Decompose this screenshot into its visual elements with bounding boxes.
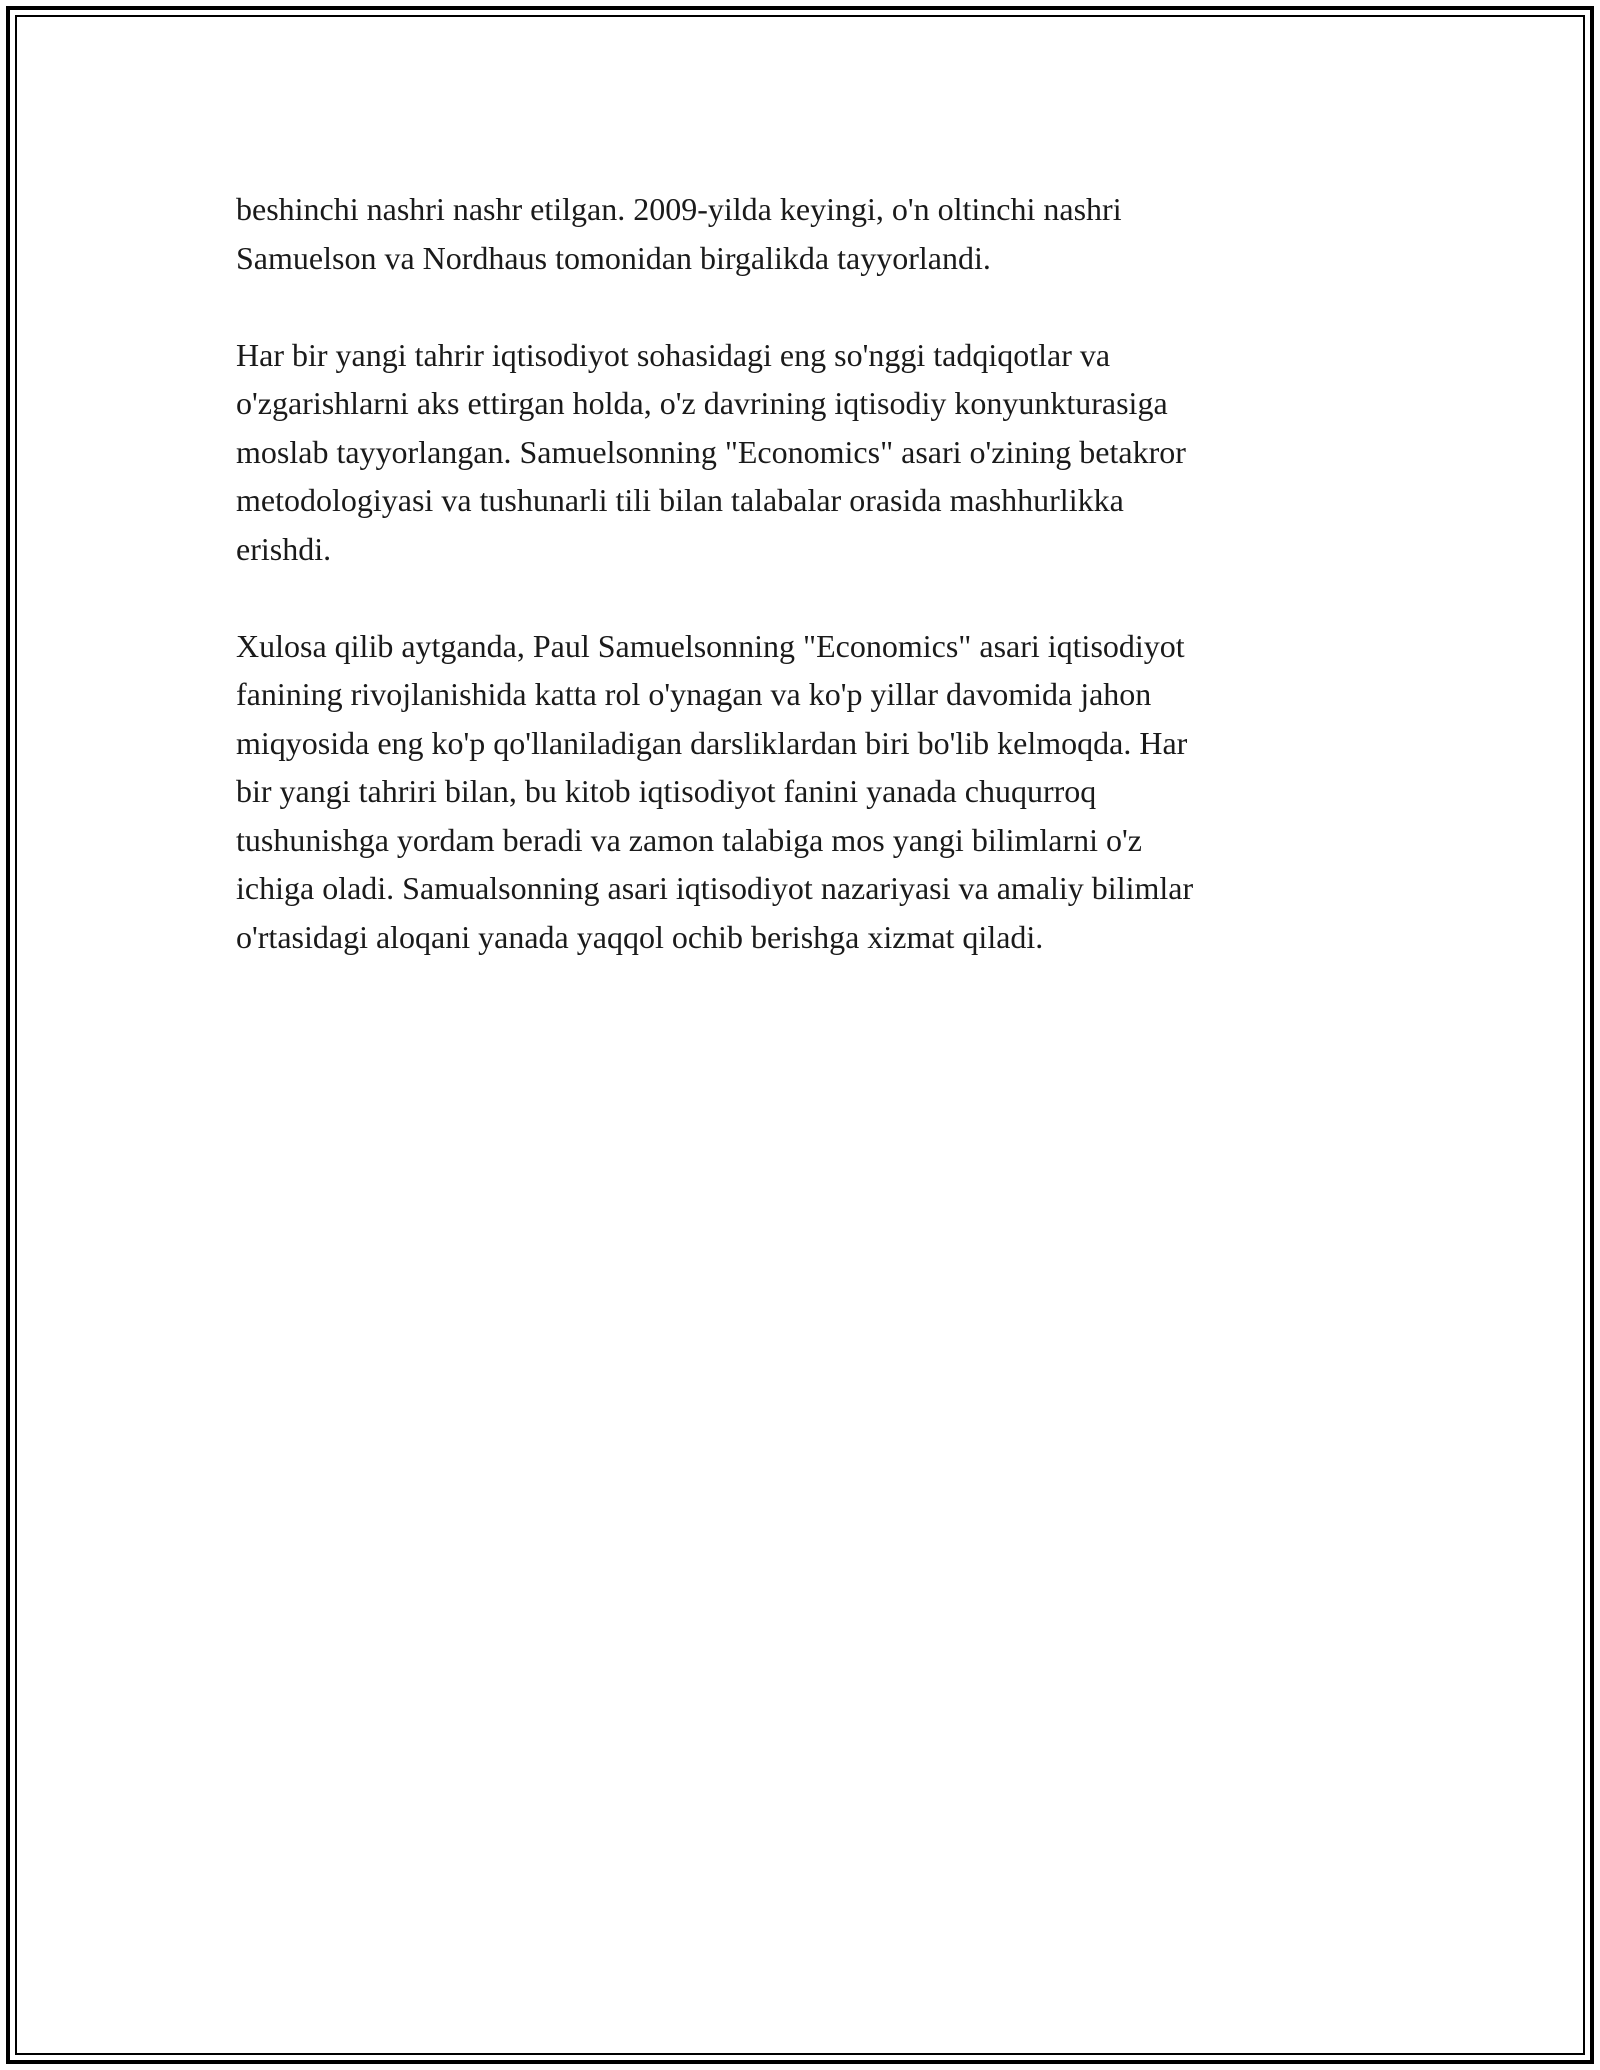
paragraph-3: Xulosa qilib aytganda, Paul Samuelsonning "Economics" asari iqtisodiyot fanining rivojlanishida katta rol o'ynagan va ko'p yillar davomida jahon miqyosida eng ko'p qo'llaniladigan darsliklardan biri bo'lib kelmoqda. Har bir yangi tahriri bilan, bu kitob iqtisodiyot fanini yanada chuqurroq tushunishga yordam beradi va zamon talabiga mos yangi bilimlarni o'z ichiga oladi. Samualsonning asari iqtisodiyot nazariyasi va amaliy bilimlar o'rtasidagi aloqani yanada yaqqol ochib berishga xizmat qiladi. (236, 627, 1194, 955)
paragraph-2: Har bir yangi tahrir iqtisodiyot sohasidagi eng so'nggi tadqiqotlar va o'zgarishlarni aks ettirgan holda, o'z davrining iqtisodiy konyunkturasiga moslab tayyorlangan. Samuelsonning "Economics" asari o'zining betakror metodologiyasi va tushunarli tili bilan talabalar orasida mashhurlikka erishdi. (236, 336, 1186, 567)
paragraph-1: beshinchi nashri nashr etilgan. 2009-yilda keyingi, o'n oltinchi nashri Samuelson va Nordhaus tomonidan birgalikda tayyorlandi. (236, 191, 1122, 276)
document-body (236, 185, 1356, 1010)
